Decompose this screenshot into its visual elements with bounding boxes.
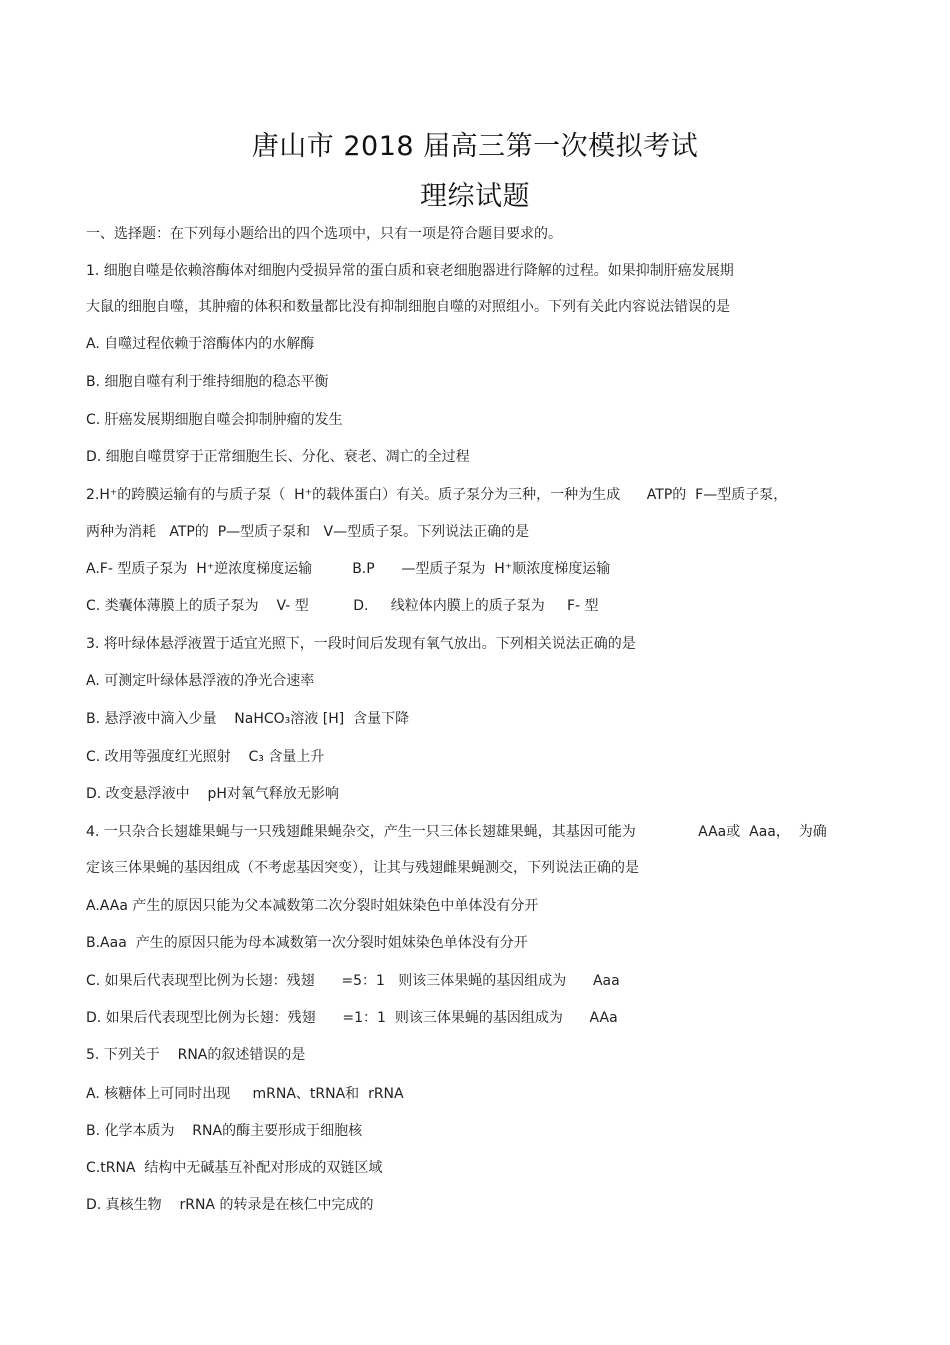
section-heading: 一、选择题：在下列每小题给出的四个选项中，只有一项是符合题目要求的。 xyxy=(86,226,562,242)
question-3-option-d: D. 改变悬浮液中 pH对氧气释放无影响 xyxy=(86,786,339,802)
question-1-option-a: A. 自噬过程依赖于溶酶体内的水解酶 xyxy=(86,336,315,352)
question-3-option-c: C. 改用等强度红光照射 C₃ 含量上升 xyxy=(86,749,325,765)
question-3-option-a: A. 可测定叶绿体悬浮液的净光合速率 xyxy=(86,673,315,689)
question-2-stem-cont: 两种为消耗 ATP的 P—型质子泵和 V—型质子泵。下列说法正确的是 xyxy=(86,524,530,540)
question-5-option-b: B. 化学本质为 RNA的酶主要形成于细胞核 xyxy=(86,1123,363,1139)
question-4-option-b: B.Aaa 产生的原因只能为母本减数第一次分裂时姐妹染色单体没有分开 xyxy=(86,935,528,951)
question-3-option-b: B. 悬浮液中滴入少量 NaHCO₃溶液 [H] 含量下降 xyxy=(86,711,410,727)
page-title: 唐山市 2018 届高三第一次模拟考试 xyxy=(251,131,699,162)
question-4-stem-cont: 定该三体果蝇的基因组成（不考虑基因突变），让其与残翅雌果蝇测交，下列说法正确的是 xyxy=(86,860,639,876)
question-4-option-d: D. 如果后代表现型比例为长翅：残翅 =1：1 则该三体果蝇的基因组成为 AAa xyxy=(86,1010,618,1026)
page-subtitle: 理综试题 xyxy=(420,181,530,212)
question-3-stem: 3. 将叶绿体悬浮液置于适宜光照下，一段时间后发现有氧气放出。下列相关说法正确的是 xyxy=(86,636,636,652)
question-1-option-d: D. 细胞自噬贯穿于正常细胞生长、分化、衰老、凋亡的全过程 xyxy=(86,449,470,465)
question-4-stem: 4. 一只杂合长翅雄果蝇与一只残翅雌果蝇杂交，产生一只三体长翅雄果蝇，其基因可能为 AAa或 Aaa， 为确 xyxy=(86,824,827,840)
question-1-option-b: B. 细胞自噬有利于维持细胞的稳态平衡 xyxy=(86,374,329,390)
question-2-stem: 2.H⁺的跨膜运输有的与质子泵（ H⁺的载体蛋白）有关。质子泵分为三种，一种为生成 ATP的 F—型质子泵， xyxy=(86,487,788,503)
question-4-option-a: A.AAa 产生的原因只能为父本减数第二次分裂时姐妹染色中单体没有分开 xyxy=(86,898,539,914)
question-2-options-cd: C. 类囊体薄膜上的质子泵为 V- 型 D. 线粒体内膜上的质子泵为 F- 型 xyxy=(86,598,599,614)
question-1-stem-cont: 大鼠的细胞自噬，其肿瘤的体积和数量都比没有抑制细胞自噬的对照组小。下列有关此内容说法错误的是 xyxy=(86,299,730,315)
question-1-stem: 1. 细胞自噬是依赖溶酶体对细胞内受损异常的蛋白质和衰老细胞器进行降解的过程。如果抑制肝癌发展期 xyxy=(86,263,734,279)
question-2-options-ab: A.F- 型质子泵为 H⁺逆浓度梯度运输 B.P —型质子泵为 H⁺顺浓度梯度运输 xyxy=(86,561,611,577)
question-1-option-c: C. 肝癌发展期细胞自噬会抑制肿瘤的发生 xyxy=(86,412,343,428)
question-5-stem: 5. 下列关于 RNA的叙述错误的是 xyxy=(86,1047,306,1063)
question-5-option-c: C.tRNA 结构中无碱基互补配对形成的双链区域 xyxy=(86,1160,383,1176)
question-4-option-c: C. 如果后代表现型比例为长翅：残翅 =5：1 则该三体果蝇的基因组成为 Aaa xyxy=(86,973,620,989)
question-5-option-a: A. 核糖体上可同时出现 mRNA、tRNA和 rRNA xyxy=(86,1086,404,1102)
question-5-option-d: D. 真核生物 rRNA 的转录是在核仁中完成的 xyxy=(86,1197,374,1213)
